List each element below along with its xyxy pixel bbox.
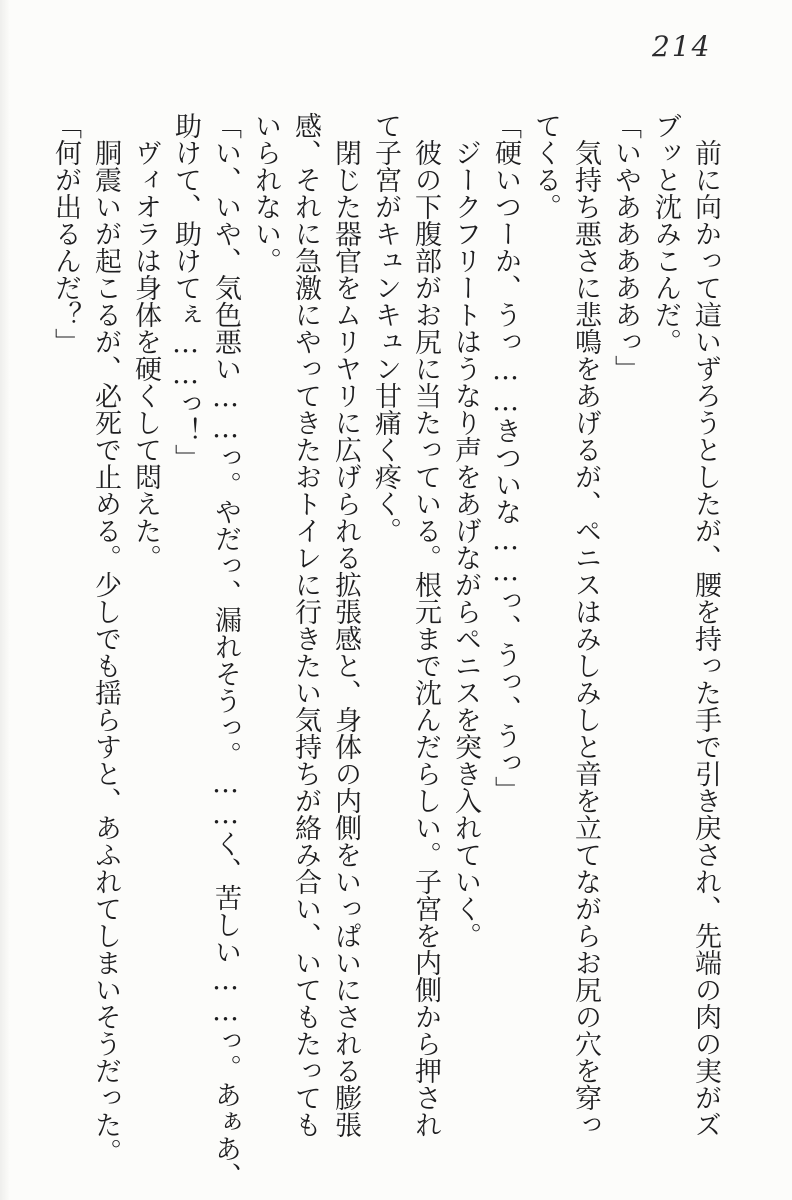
text-line: ブッと沈みこんだ。	[650, 112, 681, 355]
text-line: 気持ち悪さに悲鳴をあげるが、ペニスはみしみしと音を立てながらお尻の穴を穿っ	[570, 139, 601, 1138]
text-line: 「硬いつーか、うっ……きついな……っ、うっ、うっ」	[490, 112, 521, 803]
text-line: 感、それに急激にやってきたおトイレに行きたい気持ちが絡み合い、いてもたっても	[290, 112, 321, 1138]
text-line: 前に向かって這いずろうとしたが、腰を持った手で引き戻され、先端の肉の実がズ	[690, 139, 721, 1138]
body-text-block	[45, 112, 725, 1189]
text-line: てくる。	[530, 112, 561, 220]
text-line: 「いやあああああっ」	[610, 112, 641, 382]
text-line: 彼の下腹部がお尻に当たっている。根元まで沈んだらしい。子宮を内側から押され	[410, 139, 441, 1138]
text-line: 胴震いが起こるが、必死で止める。少しでも揺らすと、あふれてしまいそうだった。	[90, 139, 121, 1165]
text-line: いられない。	[250, 112, 281, 274]
text-line: て子宮がキュンキュン甘痛く疼く。	[370, 112, 401, 544]
text-line: 閉じた器官をムリヤリに広げられる拡張感と、身体の内側をいっぱいにされる膨張	[330, 139, 361, 1138]
page-number: 214	[652, 30, 712, 63]
text-line: 助けて、助けてぇ……っ！」	[170, 112, 201, 471]
text-line: 「何が出るんだ？」	[50, 112, 81, 355]
text-line: ジークフリートはうなり声をあげながらペニスを突き入れていく。	[450, 139, 481, 949]
text-line: 「い、いや、気色悪い……っ。やだっ、漏れそうっ。……く、苦しい……っ。あぁあ、	[210, 112, 241, 1189]
text-line: ヴィオラは身体を硬くして悶えた。	[130, 139, 161, 571]
